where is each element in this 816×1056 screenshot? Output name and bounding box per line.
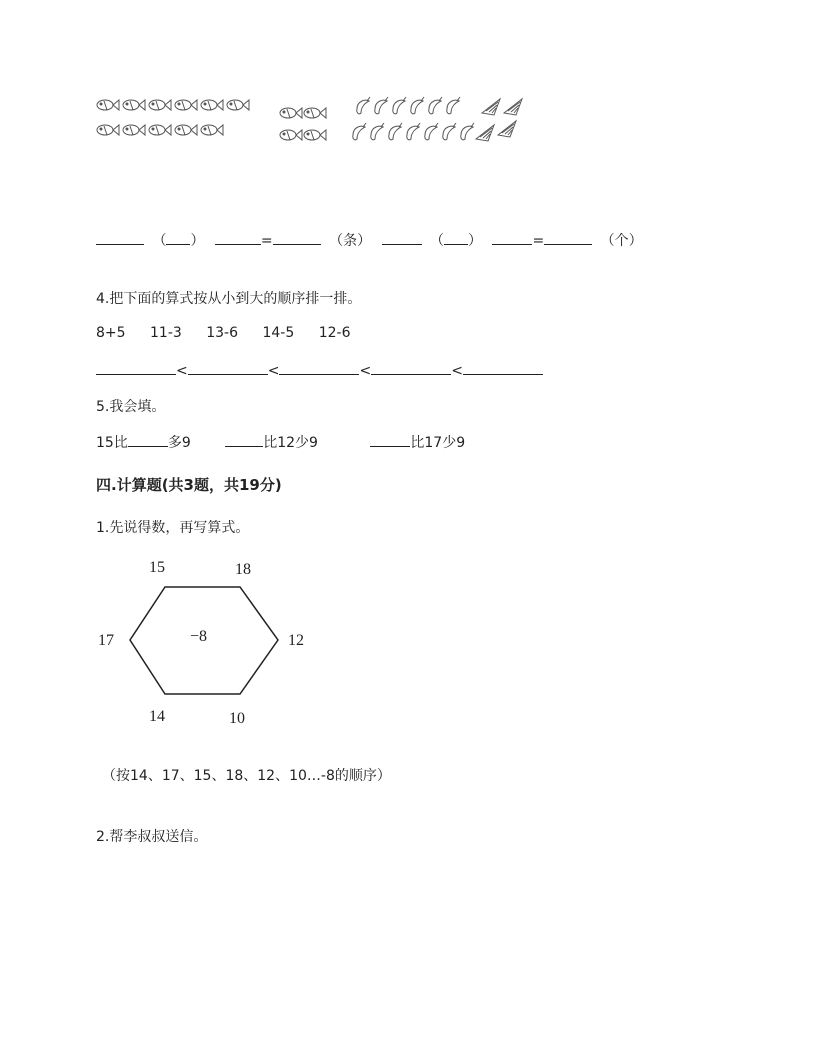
order-blank[interactable] (279, 360, 359, 375)
expression: 8+5 (96, 325, 126, 341)
q5-item3-suffix: 比17少9 (410, 435, 466, 451)
blank-operator-2[interactable] (444, 230, 468, 245)
calc1-title: 1.先说得数，再写算式。 (96, 520, 250, 536)
vertex-number-right: 12 (288, 632, 304, 649)
order-blank[interactable] (463, 360, 543, 375)
section4-title: 四.计算题(共3题，共19分) (96, 476, 282, 494)
q4-title: 4.把下面的算式按从小到大的顺序排一排。 (96, 291, 362, 307)
equals-2: = (532, 233, 545, 249)
hexagon-figure (90, 552, 320, 732)
blank-operator-1[interactable] (166, 230, 190, 245)
q5-blank-2[interactable] (225, 432, 263, 447)
picture-fill-row (96, 230, 643, 250)
vertex-number-bottom-right: 10 (229, 710, 245, 727)
q4-order-row (96, 360, 543, 379)
vertex-number-top-left: 15 (149, 559, 165, 576)
expression: 12-6 (318, 325, 351, 341)
q5-item1-suffix: 多9 (167, 435, 191, 451)
q5-blank-3[interactable] (370, 432, 410, 447)
less-than: < (359, 363, 372, 379)
paren-close-2: ） (468, 233, 482, 249)
equals-1: = (260, 233, 273, 249)
order-blank[interactable] (96, 360, 176, 375)
paren-open-2: （ (430, 233, 444, 249)
calc1-note: （按14、17、15、18、12、10…-8的顺序） (102, 768, 391, 784)
blank-3[interactable] (382, 230, 422, 245)
fish-group-small (280, 108, 326, 140)
paren-open-1: （ (152, 233, 167, 249)
vertex-number-left: 17 (98, 632, 114, 649)
paren-close-1: ） (190, 233, 205, 249)
order-blank[interactable] (188, 360, 268, 375)
unit-tiao: （条） (329, 233, 372, 249)
q5-row (96, 432, 465, 452)
unit-ge: （个） (600, 233, 643, 249)
q5-title: 5.我会填。 (96, 399, 166, 415)
expression: 11-3 (150, 325, 182, 341)
blank-result-1[interactable] (273, 230, 321, 245)
shell-group (476, 99, 522, 141)
counting-pictures (95, 95, 545, 155)
blank-1[interactable] (96, 230, 144, 245)
less-than: < (451, 363, 463, 379)
order-blank[interactable] (371, 360, 451, 375)
blank-2[interactable] (215, 230, 261, 245)
center-label: −8 (190, 628, 208, 645)
blank-result-2[interactable] (544, 230, 592, 245)
less-than: < (176, 363, 188, 379)
calc2-title: 2.帮李叔叔送信。 (96, 829, 208, 845)
less-than: < (267, 363, 280, 379)
expression: 13-6 (206, 325, 239, 341)
pepper-group (353, 97, 474, 140)
fish-group-large (97, 100, 249, 135)
vertex-number-top-right: 18 (235, 561, 251, 578)
blank-4[interactable] (492, 230, 532, 245)
q4-expressions (96, 325, 350, 341)
expression: 14-5 (262, 325, 295, 341)
q5-blank-1[interactable] (128, 432, 168, 447)
q5-item2-suffix: 比12少9 (263, 435, 318, 451)
q5-item1-prefix: 15比 (96, 435, 128, 451)
vertex-number-bottom-left: 14 (149, 708, 165, 725)
